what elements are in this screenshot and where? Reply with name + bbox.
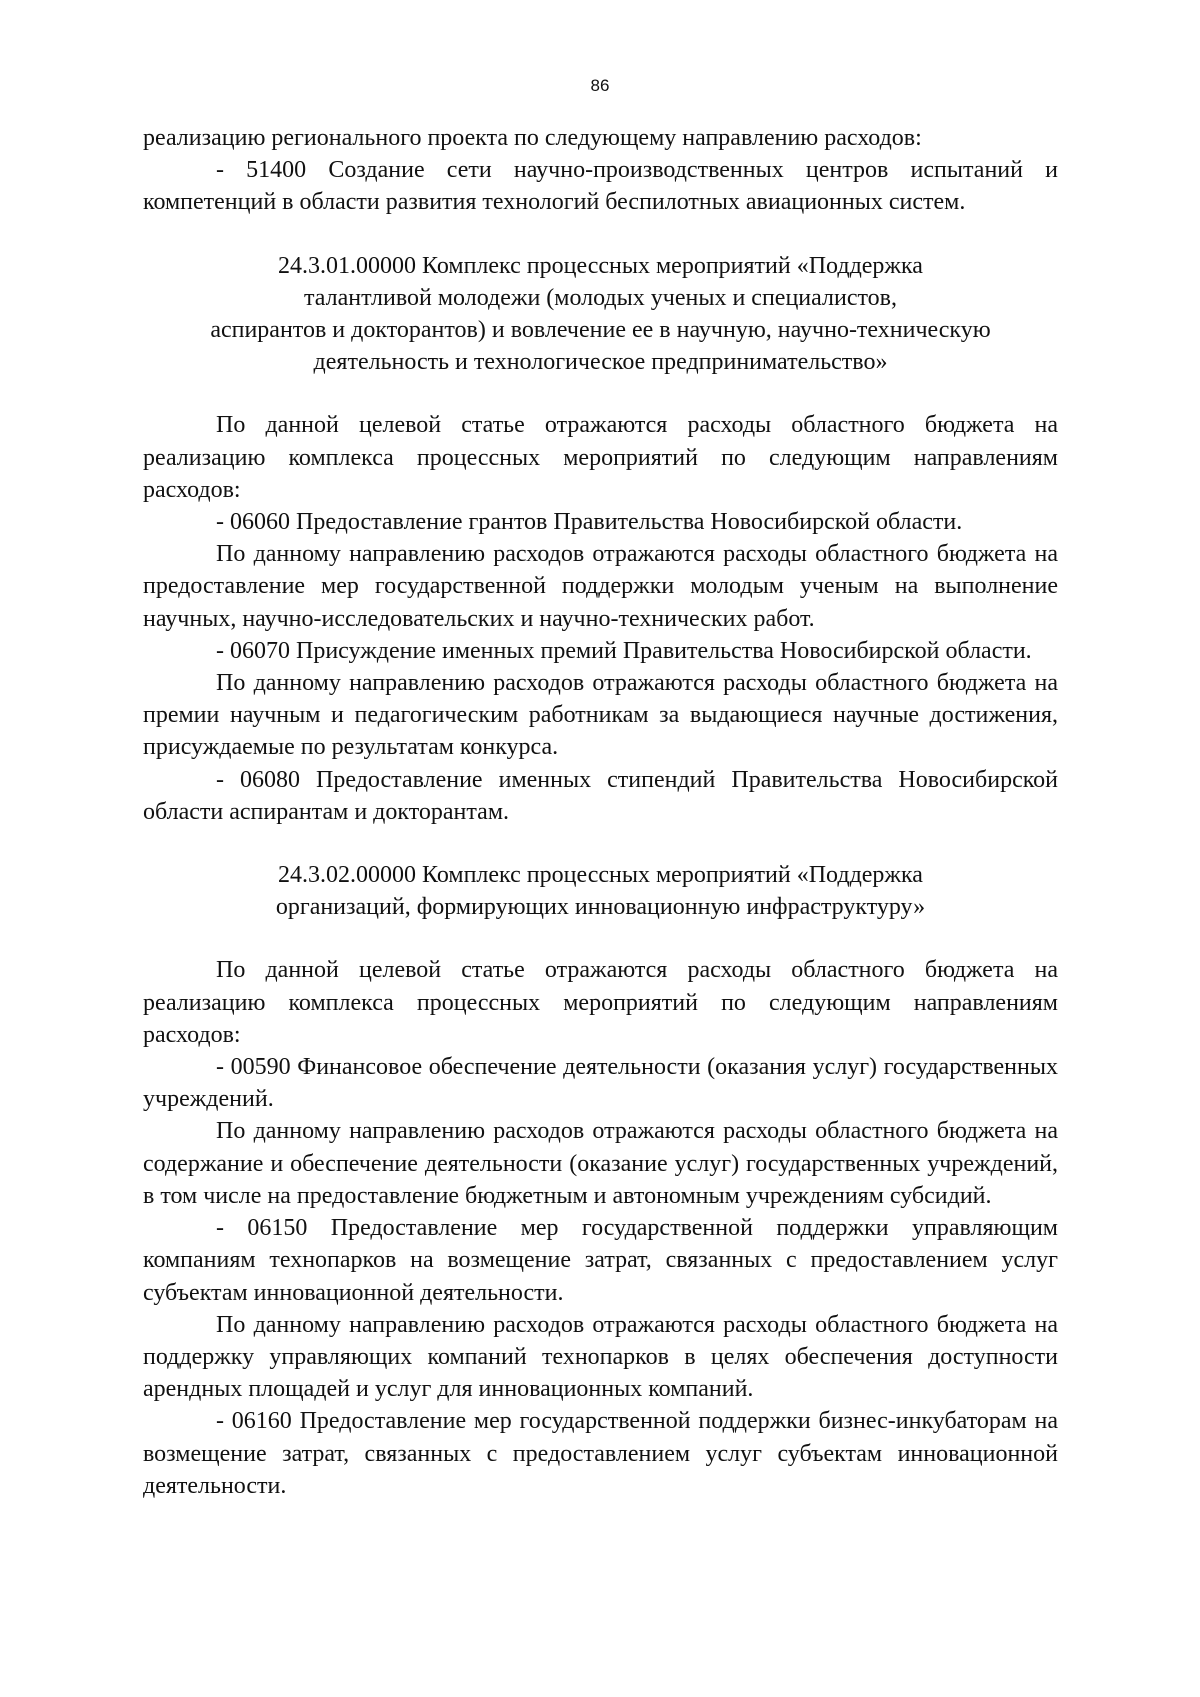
section-intro-paragraph: По данной целевой статье отражаются расходы областного бюджета на реализацию комплекса процессных мероприятий по следующим направлениям расходов: [143,957,1058,1048]
paragraph-continuation: реализацию регионального проекта по следующему направлению расходов: [143,125,922,151]
heading-line: талантливой молодежи (молодых ученых и специалистов, [304,284,897,311]
expense-direction-06060: - 06060 Предоставление грантов Правительства Новосибирской области. [216,509,963,536]
heading-line: 24.3.02.00000 Комплекс процессных мероприятий «Поддержка [278,862,923,889]
expense-direction-51400: - 51400 Создание сети научно-производственных центров испытаний и компетенций в области развития технологий беспилотных авиационных систем. [143,157,1058,216]
page-number: 86 [590,76,610,95]
section-intro-paragraph: По данной целевой статье отражаются расходы областного бюджета на реализацию комплекса процессных мероприятий по следующим направлениям расходов: [143,412,1058,503]
heading-line: аспирантов и докторантов) и вовлечение ее в научную, научно-техническую [210,317,991,344]
expense-direction-06150: - 06150 Предоставление мер государственной поддержки управляющим компаниям технопарков на возмещение затрат, связанных с предоставлением услуг субъектам инновационной деятельности. [143,1215,1058,1306]
heading-line: деятельность и технологическое предпринимательство» [313,349,888,376]
section-heading-24-3-02 [143,859,1058,923]
heading-line: 24.3.01.00000 Комплекс процессных мероприятий «Поддержка [278,252,923,279]
section-heading-24-3-01 [143,250,1058,379]
document-body [143,122,1058,1502]
expense-description-paragraph: По данному направлению расходов отражаются расходы областного бюджета на предоставление мер государственной поддержки молодым ученым на выполнение научных, научно-исследовательских и научно-технических работ. [143,541,1058,632]
expense-description-paragraph: По данному направлению расходов отражаются расходы областного бюджета на премии научным и педагогическим работникам за выдающиеся научные достижения, присуждаемые по результатам конкурса. [143,670,1058,761]
expense-description-paragraph: По данному направлению расходов отражаются расходы областного бюджета на содержание и обеспечение деятельности (оказание услуг) государственных учреждений, в том числе на предоставление бюджетным и автономным учреждениям субсидий. [143,1118,1058,1209]
expense-direction-06070: - 06070 Присуждение именных премий Правительства Новосибирской области. [216,637,1032,664]
expense-direction-00590: - 00590 Финансовое обеспечение деятельности (оказания услуг) государственных учреждений. [143,1054,1058,1113]
expense-direction-06080: - 06080 Предоставление именных стипендий Правительства Новосибирской области аспирантам и докторантам. [143,766,1058,825]
expense-direction-06160: - 06160 Предоставление мер государственной поддержки бизнес-инкубаторам на возмещение затрат, связанных с предоставлением услуг субъектам инновационной деятельности. [143,1408,1058,1499]
expense-description-paragraph: По данному направлению расходов отражаются расходы областного бюджета на поддержку управляющих компаний технопарков в целях обеспечения доступности арендных площадей и услуг для инновационных компаний. [143,1311,1058,1403]
heading-line: организаций, формирующих инновационную инфраструктуру» [275,894,926,921]
